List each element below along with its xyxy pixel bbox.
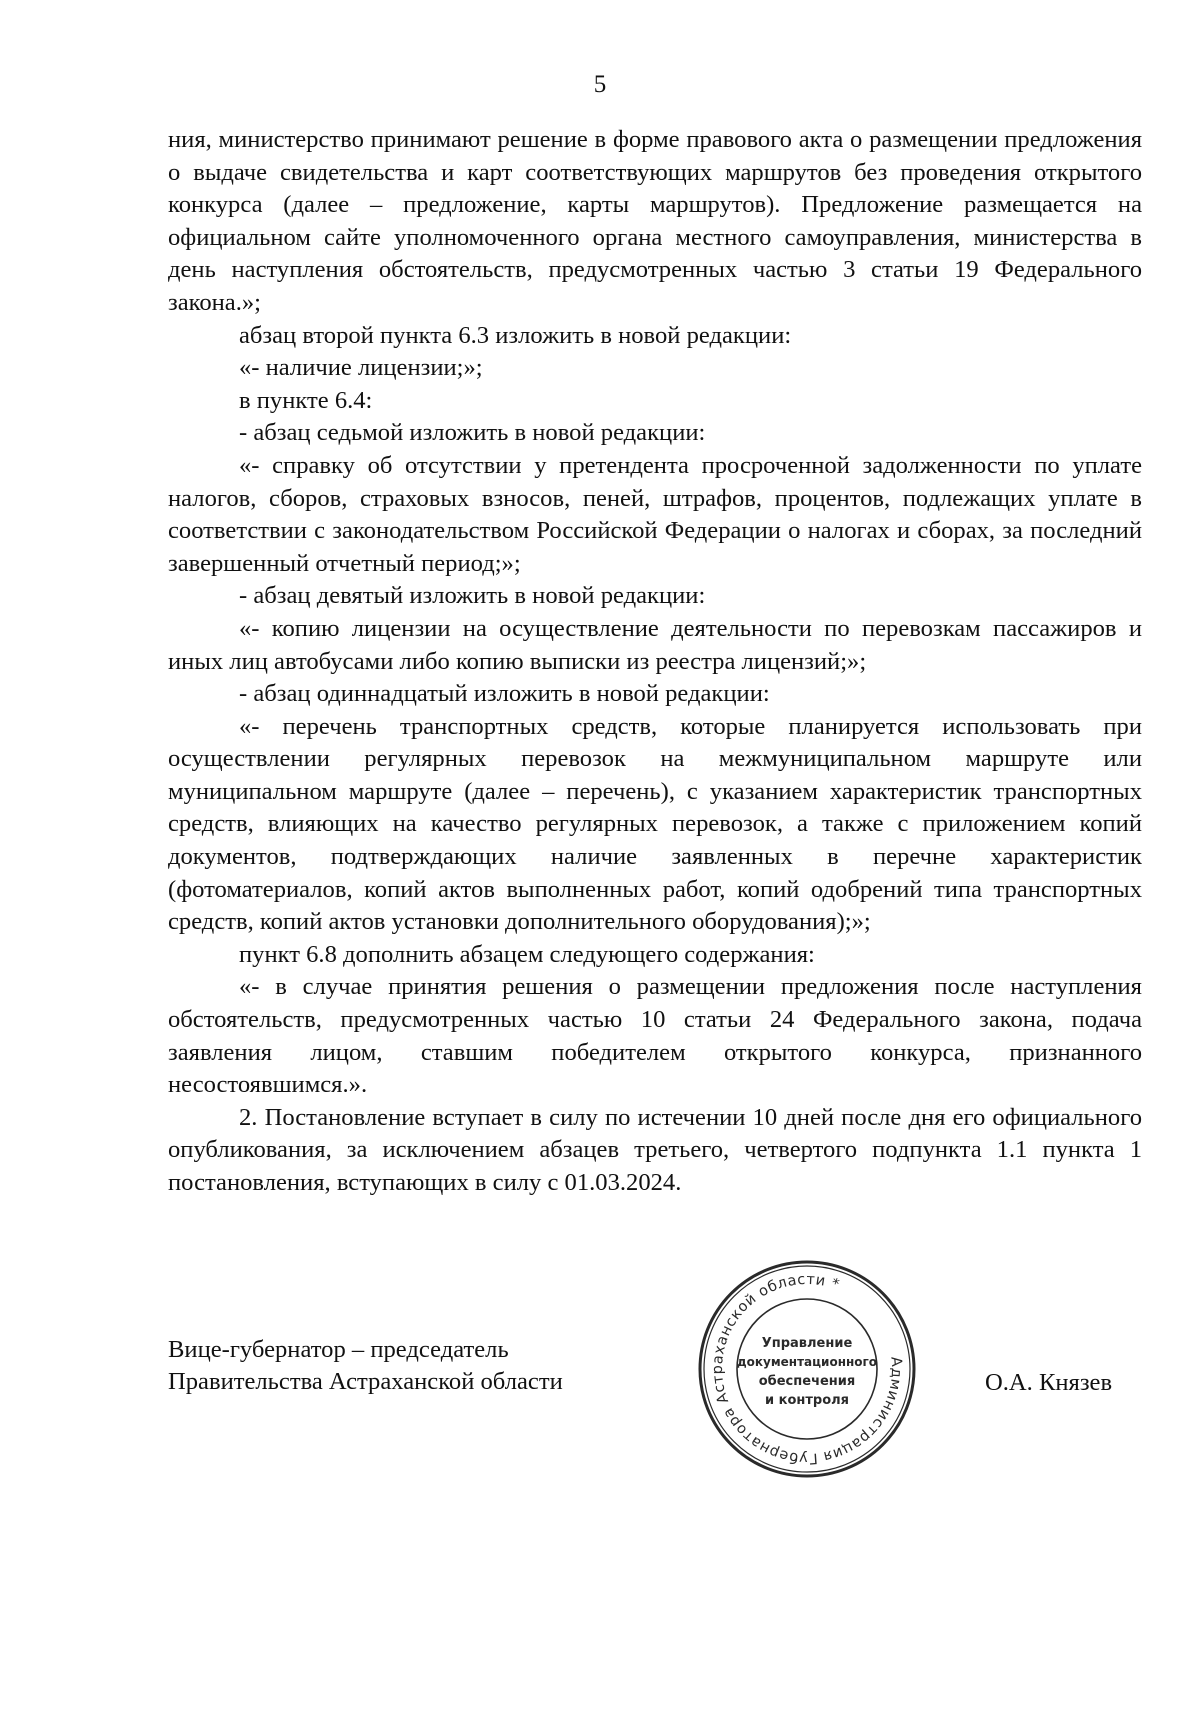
page-number: 5 — [593, 71, 607, 98]
seal-center-line-3: обеспечения — [758, 1374, 856, 1389]
seal-ring-text: Администрация Губернатора Астраханской области * — [709, 1271, 905, 1467]
paragraph-amendment-6-4: в пункте 6.4: — [239, 386, 373, 414]
paragraph-quote-vehicle-list: «- перечень транспортных средств, которые планируется использовать при осуществлении регулярных перевозок на межмуниципальном маршруте или муниципальном маршруте (далее – перечень), с указанием характеристик транспортных средств, влияющих на качество регулярных перевозок, а также с приложением копий документов, подтверждающих наличие заявленных в перечне характеристик (фотоматериалов, копий актов выполненных работ, копий одобрений типа транспортных средств, копий актов установки дополнительного оборудования);»; — [168, 712, 1142, 936]
seal-center-line-4: и контроля — [764, 1393, 850, 1408]
signer-position-line1: Вице-губернатор – председатель — [168, 1336, 509, 1363]
seal-outer-ring-inner — [704, 1266, 910, 1472]
paragraph-continuation: ния, министерство принимают решение в форме правового акта о размещении предложения о выдаче свидетельства и карт соответствующих маршрутов без проведения открытого конкурса (далее – предложение, карты маршрутов). Предложение размещается на официальном сайте уполномоченного органа местного самоуправления, министерства в день наступления обстоятельств, предусмотренных частью 3 статьи 19 Федерального закона.»; — [168, 126, 1142, 316]
paragraph-quote-license-copy: «- копию лицензии на осуществление деятельности по перевозкам пассажиров и иных лиц автобусами либо копию выписки из реестра лицензий;»; — [168, 614, 1142, 675]
paragraph-quote-tax-certificate: «- справку об отсутствии у претендента просроченной задолженности по уплате налогов, сборов, страховых взносов, пеней, штрафов, процентов, подлежащих уплате в соответствии с законодательством Российской Федерации о налогах и сборах, за последний завершенный отчетный период;»; — [168, 451, 1142, 577]
seal-inner-ring — [737, 1299, 877, 1439]
paragraph-seventh: - абзац седьмой изложить в новой редакции: — [239, 419, 706, 447]
paragraph-quote-license: «- наличие лицензии;»; — [239, 354, 483, 382]
paragraph-eleventh: - абзац одиннадцатый изложить в новой редакции: — [239, 680, 770, 708]
paragraph-effective-date: 2. Постановление вступает в силу по истечении 10 дней после дня его официального опубликования, за исключением абзацев третьего, четвертого подпункта 1.1 пункта 1 постановления, вступающих в силу с 01.03.2024. — [168, 1103, 1142, 1196]
official-seal — [696, 1258, 918, 1480]
document-body — [168, 124, 1142, 1200]
signature-block — [168, 1334, 563, 1398]
seal-center-line-1: Управление — [761, 1336, 853, 1351]
signer-name: О.А. Князев — [985, 1369, 1113, 1396]
paragraph-amendment-6-8: пункт 6.8 дополнить абзацем следующего содержания: — [239, 940, 815, 968]
paragraph-ninth: - абзац девятый изложить в новой редакции: — [239, 582, 706, 610]
seal-graphic — [696, 1258, 918, 1480]
signer-position-line2: Правительства Астраханской области — [168, 1368, 563, 1395]
paragraph-quote-application: «- в случае принятия решения о размещении предложения после наступления обстоятельств, предусмотренных частью 10 статьи 24 Федерального закона, подача заявления лицом, ставшим победителем открытого конкурса, признанного несостоявшимся.». — [168, 973, 1142, 1099]
paragraph-amendment-6-3: абзац второй пункта 6.3 изложить в новой редакции: — [239, 321, 792, 349]
seal-outer-ring — [700, 1262, 914, 1476]
seal-center-line-2: документационного — [736, 1355, 878, 1369]
